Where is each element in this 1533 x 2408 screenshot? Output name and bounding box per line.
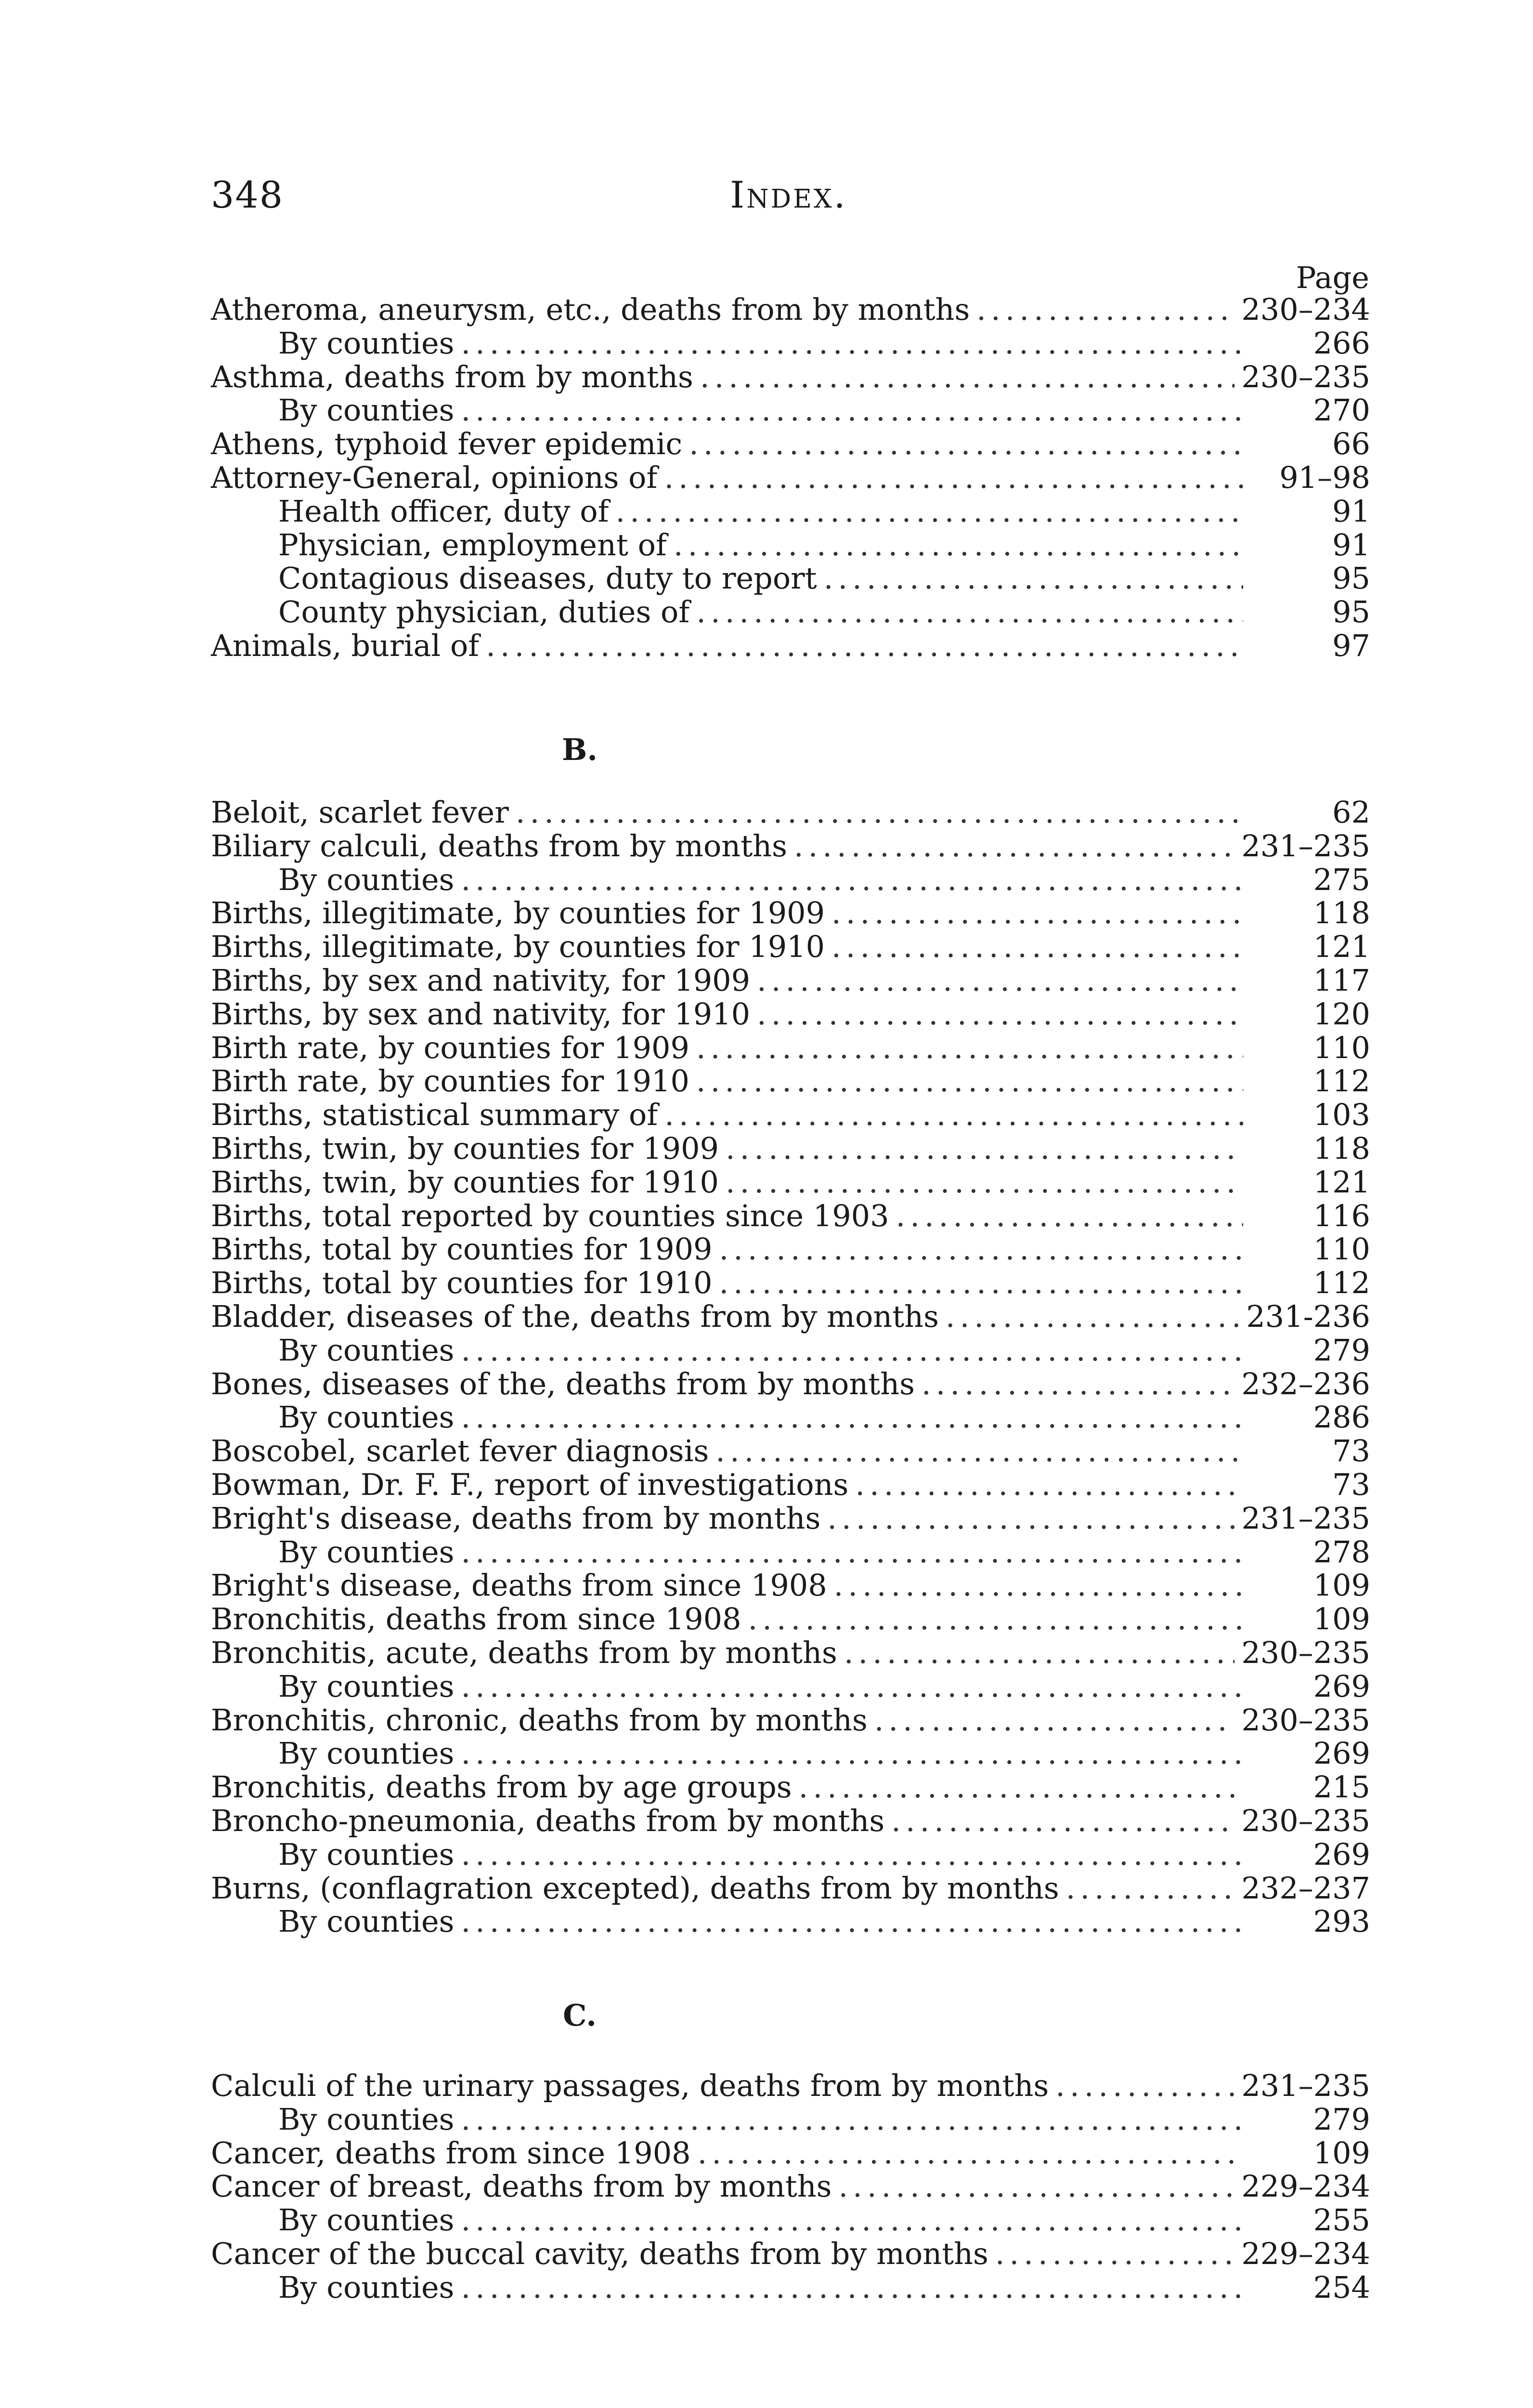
entry-label: Attorney-General, opinions of bbox=[211, 459, 658, 495]
entry-label: By counties bbox=[278, 1668, 455, 1704]
entry-page-ref: 121 bbox=[1313, 929, 1370, 965]
dot-leader bbox=[616, 495, 1243, 528]
index-entry bbox=[211, 629, 1370, 663]
index-entry bbox=[211, 1165, 1370, 1199]
entry-label: Bladder, diseases of the, deaths from by months bbox=[211, 1298, 939, 1334]
entry-label: Bright's disease, deaths from since 1908 bbox=[211, 1568, 827, 1603]
entry-page-ref: 231–235 bbox=[1241, 2068, 1370, 2103]
entry-label: Bronchitis, acute, deaths from by months bbox=[211, 1635, 837, 1670]
dot-leader bbox=[461, 863, 1243, 897]
entry-page-ref: 286 bbox=[1313, 1400, 1370, 1435]
entry-page-ref: 279 bbox=[1313, 1332, 1370, 1368]
index-entry bbox=[211, 829, 1370, 863]
entry-label: Births, statistical summary of bbox=[211, 1097, 658, 1133]
index-entry bbox=[211, 1871, 1370, 1905]
entry-page-ref: 230–234 bbox=[1241, 292, 1370, 327]
dot-leader bbox=[696, 1064, 1243, 1098]
dot-leader bbox=[719, 1266, 1243, 1300]
dot-leader bbox=[834, 1569, 1243, 1602]
index-entry bbox=[211, 1770, 1370, 1804]
dot-leader bbox=[995, 2237, 1234, 2271]
entry-page-ref: 231–235 bbox=[1241, 1500, 1370, 1536]
entry-page-ref: 254 bbox=[1313, 2269, 1370, 2305]
entry-label: Burns, (conflagration excepted), deaths from by months bbox=[211, 1870, 1059, 1906]
entry-label: By counties bbox=[278, 1904, 455, 1939]
dot-leader bbox=[461, 1737, 1243, 1770]
index-entry bbox=[211, 1266, 1370, 1300]
entry-label: By counties bbox=[278, 2202, 455, 2238]
index-entry bbox=[211, 360, 1370, 394]
entry-page-ref: 232–237 bbox=[1241, 1870, 1370, 1906]
entry-label: By counties bbox=[278, 2269, 455, 2305]
dot-leader bbox=[726, 1132, 1243, 1165]
page-header bbox=[211, 173, 1366, 222]
entry-label: Atheroma, aneurysm, etc., deaths from by months bbox=[211, 292, 970, 327]
entry-page-ref: 118 bbox=[1313, 1130, 1370, 1166]
index-subentry bbox=[211, 1905, 1370, 1938]
entry-label: Birth rate, by counties for 1909 bbox=[211, 1030, 689, 1065]
index-entry bbox=[211, 1502, 1370, 1535]
entry-page-ref: 269 bbox=[1313, 1736, 1370, 1771]
entry-label: By counties bbox=[278, 1534, 455, 1570]
index-subentry bbox=[211, 1400, 1370, 1434]
entry-label: Contagious diseases, duty to report bbox=[278, 561, 817, 596]
index-entry bbox=[211, 427, 1370, 461]
dot-leader bbox=[461, 327, 1243, 360]
entry-page-ref: 95 bbox=[1332, 561, 1370, 596]
dot-leader bbox=[874, 1703, 1235, 1737]
dot-leader bbox=[855, 1468, 1243, 1502]
section-heading-b: B. bbox=[562, 732, 598, 767]
entry-label: Beloit, scarlet fever bbox=[211, 795, 509, 830]
entry-label: Biliary calculi, deaths from by months bbox=[211, 828, 787, 864]
entry-label: Birth rate, by counties for 1910 bbox=[211, 1063, 689, 1099]
dot-leader bbox=[461, 1670, 1243, 1703]
section-heading-c: C. bbox=[563, 1998, 597, 2033]
entry-label: Health officer, duty of bbox=[278, 493, 609, 529]
entry-page-ref: 66 bbox=[1332, 426, 1370, 462]
dot-leader bbox=[689, 427, 1243, 461]
dot-leader bbox=[757, 997, 1243, 1031]
dot-leader bbox=[824, 562, 1243, 595]
dot-leader bbox=[698, 2136, 1243, 2170]
dot-leader bbox=[719, 1232, 1243, 1266]
entry-page-ref: 112 bbox=[1313, 1063, 1370, 1099]
index-section-c bbox=[211, 2069, 1370, 2304]
index-subentry bbox=[211, 393, 1370, 427]
dot-leader bbox=[827, 1502, 1234, 1535]
dot-leader bbox=[696, 595, 1243, 629]
dot-leader bbox=[831, 896, 1243, 930]
entry-page-ref: 117 bbox=[1313, 962, 1370, 998]
dot-leader bbox=[748, 1602, 1243, 1636]
entry-page-ref: 230–235 bbox=[1241, 359, 1370, 394]
dot-leader bbox=[461, 393, 1243, 427]
entry-page-ref: 230–235 bbox=[1241, 1702, 1370, 1738]
index-entry bbox=[211, 1703, 1370, 1737]
entry-page-ref: 215 bbox=[1313, 1769, 1370, 1805]
entry-label: Births, total by counties for 1909 bbox=[211, 1231, 713, 1267]
entry-label: Bronchitis, chronic, deaths from by months bbox=[211, 1702, 868, 1738]
page-column-label: Page bbox=[1296, 260, 1369, 295]
entry-page-ref: 91 bbox=[1332, 493, 1370, 529]
index-entry bbox=[211, 896, 1370, 930]
running-title: Index. bbox=[730, 173, 847, 216]
index-entry bbox=[211, 1098, 1370, 1132]
entry-label: County physician, duties of bbox=[278, 594, 690, 630]
index-subentry bbox=[211, 1670, 1370, 1703]
entry-label: Bowman, Dr. F. F., report of investigations bbox=[211, 1466, 849, 1502]
entry-page-ref: 230–235 bbox=[1241, 1803, 1370, 1838]
index-entry bbox=[211, 2237, 1370, 2271]
entry-page-ref: 116 bbox=[1313, 1198, 1370, 1233]
dot-leader bbox=[757, 964, 1243, 997]
entry-page-ref: 118 bbox=[1313, 895, 1370, 931]
index-entry bbox=[211, 1569, 1370, 1602]
entry-label: Athens, typhoid fever epidemic bbox=[211, 426, 683, 462]
dot-leader bbox=[674, 528, 1243, 562]
index-subentry bbox=[211, 1334, 1370, 1367]
dot-leader bbox=[516, 796, 1243, 829]
entry-page-ref: 270 bbox=[1313, 393, 1370, 428]
entry-label: Births, illegitimate, by counties for 1909 bbox=[211, 895, 825, 931]
entry-label: Broncho-pneumonia, deaths from by months bbox=[211, 1803, 885, 1838]
entry-label: By counties bbox=[278, 393, 455, 428]
entry-page-ref: 95 bbox=[1332, 594, 1370, 630]
dot-leader bbox=[1066, 1871, 1235, 1905]
index-subentry bbox=[211, 562, 1370, 595]
dot-leader bbox=[461, 1400, 1243, 1434]
entry-page-ref: 231–235 bbox=[1241, 828, 1370, 864]
index-entry bbox=[211, 930, 1370, 964]
entry-label: Bright's disease, deaths from by months bbox=[211, 1500, 821, 1536]
entry-label: Bronchitis, deaths from by age groups bbox=[211, 1769, 792, 1805]
entry-page-ref: 91 bbox=[1332, 527, 1370, 563]
entry-page-ref: 279 bbox=[1313, 2101, 1370, 2137]
entry-label: By counties bbox=[278, 2101, 455, 2137]
index-subentry bbox=[211, 2203, 1370, 2237]
index-subentry bbox=[211, 1838, 1370, 1871]
dot-leader bbox=[726, 1165, 1243, 1199]
index-entry bbox=[211, 1300, 1370, 1334]
entry-label: Boscobel, scarlet fever diagnosis bbox=[211, 1433, 709, 1469]
entry-page-ref: 109 bbox=[1313, 1568, 1370, 1603]
entry-label: Asthma, deaths from by months bbox=[211, 359, 693, 394]
entry-label: Births, by sex and nativity, for 1910 bbox=[211, 996, 751, 1032]
index-entry bbox=[211, 964, 1370, 997]
index-entry bbox=[211, 2170, 1370, 2203]
entry-label: Births, twin, by counties for 1909 bbox=[211, 1130, 719, 1166]
entry-page-ref: 269 bbox=[1313, 1836, 1370, 1872]
index-entry bbox=[211, 2136, 1370, 2170]
index-subentry bbox=[211, 2103, 1370, 2136]
index-subentry bbox=[211, 327, 1370, 360]
dot-leader bbox=[664, 461, 1243, 495]
index-subentry bbox=[211, 863, 1370, 897]
entry-label: Births, total reported by counties since 1903 bbox=[211, 1198, 889, 1233]
entry-page-ref: 230–235 bbox=[1241, 1635, 1370, 1670]
index-subentry bbox=[211, 528, 1370, 562]
index-entry bbox=[211, 2069, 1370, 2103]
index-entry bbox=[211, 1064, 1370, 1098]
index-entry bbox=[211, 1199, 1370, 1233]
entry-page-ref: 121 bbox=[1313, 1164, 1370, 1200]
entry-page-ref: 73 bbox=[1332, 1466, 1370, 1502]
entry-label: By counties bbox=[278, 325, 455, 361]
entry-page-ref: 120 bbox=[1313, 996, 1370, 1032]
entry-label: Bronchitis, deaths from since 1908 bbox=[211, 1601, 741, 1637]
entry-page-ref: 255 bbox=[1313, 2202, 1370, 2238]
index-entry bbox=[211, 997, 1370, 1031]
entry-page-ref: 231-236 bbox=[1246, 1298, 1370, 1334]
index-section-a bbox=[211, 293, 1370, 663]
entry-page-ref: 229–234 bbox=[1241, 2169, 1370, 2204]
dot-leader bbox=[461, 2271, 1243, 2304]
index-entry bbox=[211, 1636, 1370, 1670]
entry-page-ref: 275 bbox=[1313, 862, 1370, 897]
entry-page-ref: 293 bbox=[1313, 1904, 1370, 1939]
entry-label: Cancer of the buccal cavity, deaths from by months bbox=[211, 2236, 988, 2271]
entry-label: By counties bbox=[278, 1836, 455, 1872]
dot-leader bbox=[976, 293, 1234, 327]
index-entry bbox=[211, 1132, 1370, 1165]
dot-leader bbox=[922, 1367, 1234, 1401]
entry-page-ref: 110 bbox=[1313, 1030, 1370, 1065]
index-entry bbox=[211, 1232, 1370, 1266]
entry-label: Births, total by counties for 1910 bbox=[211, 1265, 713, 1301]
index-entry bbox=[211, 461, 1370, 495]
index-section-b bbox=[211, 796, 1370, 1938]
dot-leader bbox=[946, 1300, 1239, 1334]
entry-label: Physician, employment of bbox=[278, 527, 667, 563]
dot-leader bbox=[664, 1098, 1243, 1132]
entry-page-ref: 269 bbox=[1313, 1668, 1370, 1704]
entry-page-ref: 97 bbox=[1332, 628, 1370, 663]
dot-leader bbox=[461, 2103, 1243, 2136]
entry-page-ref: 232–236 bbox=[1241, 1366, 1370, 1401]
entry-page-ref: 109 bbox=[1313, 1601, 1370, 1637]
dot-leader bbox=[461, 1838, 1243, 1871]
entry-label: Calculi of the urinary passages, deaths from by months bbox=[211, 2068, 1049, 2103]
dot-leader bbox=[461, 1905, 1243, 1938]
dot-leader bbox=[700, 360, 1234, 394]
dot-leader bbox=[696, 1031, 1243, 1065]
index-entry bbox=[211, 796, 1370, 829]
dot-leader bbox=[831, 930, 1243, 964]
entry-label: Animals, burial of bbox=[211, 628, 480, 663]
entry-label: By counties bbox=[278, 1736, 455, 1771]
entry-label: By counties bbox=[278, 862, 455, 897]
dot-leader bbox=[794, 829, 1234, 863]
entry-page-ref: 266 bbox=[1313, 325, 1370, 361]
dot-leader bbox=[715, 1434, 1243, 1468]
index-subentry bbox=[211, 495, 1370, 528]
entry-label: By counties bbox=[278, 1400, 455, 1435]
dot-leader bbox=[461, 1535, 1243, 1569]
entry-page-ref: 62 bbox=[1332, 795, 1370, 830]
index-entry bbox=[211, 293, 1370, 327]
dot-leader bbox=[799, 1770, 1243, 1804]
dot-leader bbox=[461, 2203, 1243, 2237]
entry-label: Births, twin, by counties for 1910 bbox=[211, 1164, 719, 1200]
index-subentry bbox=[211, 1737, 1370, 1770]
entry-label: Cancer of breast, deaths from by months bbox=[211, 2169, 832, 2204]
entry-label: Births, by sex and nativity, for 1909 bbox=[211, 962, 751, 998]
entry-label: Cancer, deaths from since 1908 bbox=[211, 2135, 691, 2171]
entry-page-ref: 73 bbox=[1332, 1433, 1370, 1469]
entry-page-ref: 112 bbox=[1313, 1265, 1370, 1301]
entry-label: Births, illegitimate, by counties for 1910 bbox=[211, 929, 825, 965]
dot-leader bbox=[461, 1334, 1243, 1367]
index-subentry bbox=[211, 2271, 1370, 2304]
dot-leader bbox=[1055, 2069, 1234, 2103]
entry-page-ref: 91–98 bbox=[1279, 459, 1370, 495]
index-entry bbox=[211, 1434, 1370, 1468]
entry-page-ref: 278 bbox=[1313, 1534, 1370, 1570]
index-entry bbox=[211, 1031, 1370, 1065]
index-subentry bbox=[211, 1535, 1370, 1569]
index-entry bbox=[211, 1602, 1370, 1636]
index-entry bbox=[211, 1468, 1370, 1502]
entry-page-ref: 103 bbox=[1313, 1097, 1370, 1133]
page-number: 348 bbox=[211, 173, 284, 216]
dot-leader bbox=[891, 1804, 1234, 1838]
index-entry bbox=[211, 1804, 1370, 1838]
entry-page-ref: 110 bbox=[1313, 1231, 1370, 1267]
dot-leader bbox=[838, 2170, 1234, 2203]
entry-label: By counties bbox=[278, 1332, 455, 1368]
entry-label: Bones, diseases of the, deaths from by months bbox=[211, 1366, 915, 1401]
dot-leader bbox=[486, 629, 1243, 663]
dot-leader bbox=[896, 1199, 1243, 1233]
entry-page-ref: 229–234 bbox=[1241, 2236, 1370, 2271]
index-subentry bbox=[211, 595, 1370, 629]
entry-page-ref: 109 bbox=[1313, 2135, 1370, 2171]
index-entry bbox=[211, 1367, 1370, 1401]
dot-leader bbox=[844, 1636, 1234, 1670]
